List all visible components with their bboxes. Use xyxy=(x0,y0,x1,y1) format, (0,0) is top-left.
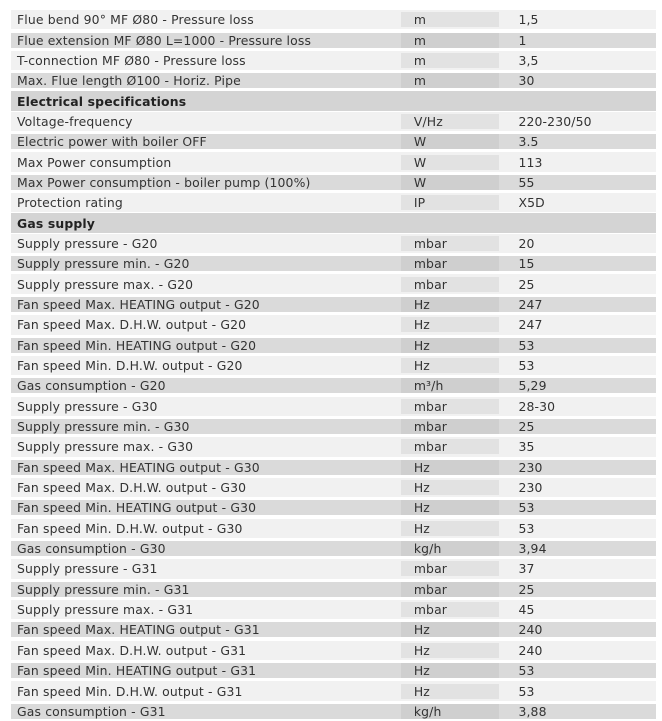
spec-value: 28-30 xyxy=(499,399,656,414)
spec-row xyxy=(11,518,656,538)
section-header xyxy=(11,212,656,232)
spec-unit: Hz xyxy=(401,521,500,536)
spec-unit: Hz xyxy=(401,643,500,658)
spec-unit: mbar xyxy=(401,602,500,617)
spec-row xyxy=(11,131,656,151)
spec-unit: mbar xyxy=(401,561,500,576)
spec-label: Supply pressure min. - G30 xyxy=(11,419,401,434)
spec-value: 45 xyxy=(499,602,656,617)
spec-value: 25 xyxy=(499,277,656,292)
spec-row xyxy=(11,416,656,436)
spec-label: Supply pressure max. - G31 xyxy=(11,602,401,617)
spec-row xyxy=(11,355,656,375)
spec-value: 240 xyxy=(499,643,656,658)
spec-label: Fan speed Max. D.H.W. output - G31 xyxy=(11,643,401,658)
spec-row xyxy=(11,375,656,395)
spec-value: 1 xyxy=(499,33,656,48)
spec-row xyxy=(11,192,656,212)
spec-label: Gas consumption - G20 xyxy=(11,378,401,393)
spec-value: 53 xyxy=(499,500,656,515)
spec-unit: W xyxy=(401,134,500,149)
spec-unit: Hz xyxy=(401,297,500,312)
spec-label: Max Power consumption xyxy=(11,155,401,170)
spec-value: 35 xyxy=(499,439,656,454)
spec-label: Gas consumption - G30 xyxy=(11,541,401,556)
spec-label: Supply pressure max. - G20 xyxy=(11,277,401,292)
spec-label: Flue extension MF Ø80 L=1000 - Pressure loss xyxy=(11,33,401,48)
spec-unit: kg/h xyxy=(401,541,500,556)
spec-row xyxy=(11,599,656,619)
spec-unit: kg/h xyxy=(401,704,500,719)
spec-unit: mbar xyxy=(401,582,500,597)
spec-unit: IP xyxy=(401,195,500,210)
spec-value: 1,5 xyxy=(499,12,656,27)
spec-label: Flue bend 90° MF Ø80 - Pressure loss xyxy=(11,12,401,27)
spec-label: Electric power with boiler OFF xyxy=(11,134,401,149)
spec-value: 230 xyxy=(499,480,656,495)
spec-row xyxy=(11,253,656,273)
spec-row xyxy=(11,457,656,477)
spec-row xyxy=(11,111,656,131)
spec-value: 30 xyxy=(499,73,656,88)
spec-row xyxy=(11,273,656,293)
spec-unit: W xyxy=(401,175,500,190)
section-title: Electrical specifications xyxy=(11,94,656,109)
spec-value: 3,88 xyxy=(499,704,656,719)
spec-unit: mbar xyxy=(401,439,500,454)
spec-value: 220-230/50 xyxy=(499,114,656,129)
spec-row xyxy=(11,335,656,355)
spec-unit: Hz xyxy=(401,460,500,475)
spec-unit: Hz xyxy=(401,500,500,515)
spec-value: 3.5 xyxy=(499,134,656,149)
spec-label: Fan speed Max. D.H.W. output - G30 xyxy=(11,480,401,495)
spec-row xyxy=(11,294,656,314)
spec-table xyxy=(11,10,656,721)
spec-row xyxy=(11,558,656,578)
spec-unit: V/Hz xyxy=(401,114,500,129)
spec-row xyxy=(11,436,656,456)
spec-value: 25 xyxy=(499,582,656,597)
spec-value: 5,29 xyxy=(499,378,656,393)
spec-label: Fan speed Max. HEATING output - G30 xyxy=(11,460,401,475)
spec-row xyxy=(11,151,656,171)
spec-unit: mbar xyxy=(401,419,500,434)
section-title: Gas supply xyxy=(11,216,656,231)
spec-row xyxy=(11,640,656,660)
spec-unit: m³/h xyxy=(401,378,500,393)
spec-unit: Hz xyxy=(401,358,500,373)
spec-row xyxy=(11,497,656,517)
spec-row xyxy=(11,660,656,680)
spec-label: Fan speed Min. D.H.W. output - G31 xyxy=(11,684,401,699)
spec-label: Supply pressure - G30 xyxy=(11,399,401,414)
spec-value: 53 xyxy=(499,663,656,678)
spec-label: Fan speed Min. D.H.W. output - G20 xyxy=(11,358,401,373)
spec-value: 15 xyxy=(499,256,656,271)
spec-label: Max Power consumption - boiler pump (100%) xyxy=(11,175,401,190)
spec-label: Gas consumption - G31 xyxy=(11,704,401,719)
spec-unit: Hz xyxy=(401,338,500,353)
spec-row xyxy=(11,619,656,639)
spec-row xyxy=(11,396,656,416)
spec-label: Supply pressure - G31 xyxy=(11,561,401,576)
spec-label: Protection rating xyxy=(11,195,401,210)
spec-row xyxy=(11,172,656,192)
spec-row xyxy=(11,10,656,29)
spec-unit: m xyxy=(401,12,500,27)
spec-label: Fan speed Min. HEATING output - G30 xyxy=(11,500,401,515)
spec-value: 25 xyxy=(499,419,656,434)
spec-label: Fan speed Max. HEATING output - G31 xyxy=(11,622,401,637)
spec-value: 53 xyxy=(499,521,656,536)
spec-value: 230 xyxy=(499,460,656,475)
spec-label: Voltage-frequency xyxy=(11,114,401,129)
spec-unit: m xyxy=(401,33,500,48)
spec-row xyxy=(11,233,656,253)
spec-unit: m xyxy=(401,73,500,88)
spec-label: T-connection MF Ø80 - Pressure loss xyxy=(11,53,401,68)
section-header xyxy=(11,90,656,110)
spec-unit: Hz xyxy=(401,684,500,699)
spec-unit: Hz xyxy=(401,480,500,495)
spec-unit: Hz xyxy=(401,317,500,332)
spec-row xyxy=(11,701,656,721)
spec-value: 247 xyxy=(499,317,656,332)
spec-unit: mbar xyxy=(401,399,500,414)
spec-label: Fan speed Min. HEATING output - G20 xyxy=(11,338,401,353)
spec-label: Fan speed Min. HEATING output - G31 xyxy=(11,663,401,678)
spec-value: 53 xyxy=(499,338,656,353)
spec-row xyxy=(11,680,656,700)
spec-label: Fan speed Max. D.H.W. output - G20 xyxy=(11,317,401,332)
spec-unit: Hz xyxy=(401,663,500,678)
spec-unit: mbar xyxy=(401,277,500,292)
spec-label: Supply pressure max. - G30 xyxy=(11,439,401,454)
spec-row xyxy=(11,29,656,49)
spec-row xyxy=(11,50,656,70)
spec-unit: mbar xyxy=(401,236,500,251)
spec-unit: W xyxy=(401,155,500,170)
spec-row xyxy=(11,314,656,334)
spec-unit: Hz xyxy=(401,622,500,637)
spec-unit: mbar xyxy=(401,256,500,271)
spec-label: Fan speed Min. D.H.W. output - G30 xyxy=(11,521,401,536)
spec-value: 240 xyxy=(499,622,656,637)
spec-value: 113 xyxy=(499,155,656,170)
spec-row xyxy=(11,579,656,599)
spec-value: 53 xyxy=(499,358,656,373)
spec-label: Supply pressure min. - G31 xyxy=(11,582,401,597)
spec-value: 37 xyxy=(499,561,656,576)
spec-label: Max. Flue length Ø100 - Horiz. Pipe xyxy=(11,73,401,88)
spec-value: 55 xyxy=(499,175,656,190)
spec-row xyxy=(11,477,656,497)
spec-row xyxy=(11,70,656,90)
spec-label: Fan speed Max. HEATING output - G20 xyxy=(11,297,401,312)
spec-row xyxy=(11,538,656,558)
spec-label: Supply pressure min. - G20 xyxy=(11,256,401,271)
spec-value: 20 xyxy=(499,236,656,251)
spec-value: 3,5 xyxy=(499,53,656,68)
spec-label: Supply pressure - G20 xyxy=(11,236,401,251)
spec-value: 53 xyxy=(499,684,656,699)
spec-unit: m xyxy=(401,53,500,68)
spec-value: 3,94 xyxy=(499,541,656,556)
spec-value: X5D xyxy=(499,195,656,210)
spec-value: 247 xyxy=(499,297,656,312)
